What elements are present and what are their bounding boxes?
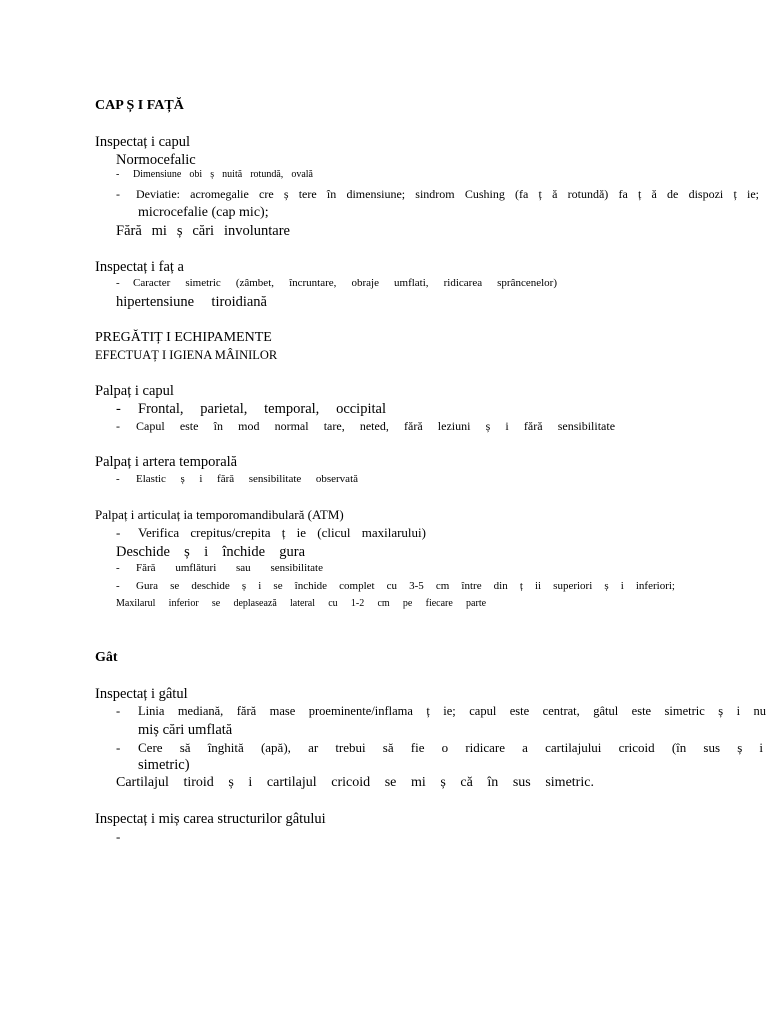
subsection-heading-inspect-neck-structures: Inspectaț i miș carea structurilor gâtului bbox=[95, 811, 326, 827]
subsection-heading-inspect-neck: Inspectaț i gâtul bbox=[95, 686, 188, 702]
item-tmj-crepitus: Verifica crepitus/crepita ț ie (clicul maxilarului) bbox=[138, 525, 426, 540]
bullet-dash: - bbox=[116, 473, 120, 485]
instruction-prepare-equipment: PREGĂTIȚ I ECHIPAMENTE bbox=[95, 330, 272, 345]
section-title-head-face: CAP Ș I FAȚĂ bbox=[95, 98, 184, 113]
item-skull-regions: Frontal, parietal, temporal, occipital bbox=[138, 401, 386, 417]
item-continuation-movements: miș cări umflată bbox=[138, 722, 233, 738]
item-face-symmetry: Caracter simetric (zâmbet, încruntare, obraje umflati, ridicarea sprâncenelor) bbox=[133, 277, 558, 289]
bullet-dash: - bbox=[116, 401, 121, 417]
subsection-heading-palpate-tmj: Palpaț i articulaț ia temporomandibulară (ATM) bbox=[95, 507, 344, 522]
finding-normocephalic: Normocefalic bbox=[116, 152, 196, 168]
note-hypertension-thyroid: hipertensiune tiroidiană bbox=[116, 294, 267, 310]
item-mouth-opening: Gura se deschide ș i se închide complet cu 3-5 cm între din ț ii superiori ș i inferiori; bbox=[136, 580, 675, 592]
item-head-deviation: Deviatie: acromegalie cre ș tere în dimensiune; sindrom Cushing (fa ț ă rotundă) fa ț ă de dispozi ț ie; bbox=[136, 187, 759, 201]
bullet-dash: - bbox=[116, 580, 120, 592]
item-head-size: Dimensiune obi ș nuită rotundă, ovală bbox=[133, 169, 313, 180]
section-title-neck: Gât bbox=[95, 650, 118, 665]
item-skull-normal: Capul este în mod normal tare, neted, fără leziuni ș i fără sensibilitate bbox=[136, 419, 616, 433]
bullet-dash: - bbox=[116, 277, 120, 289]
item-continuation-symmetric: simetric) bbox=[138, 757, 190, 773]
bullet-dash: - bbox=[116, 829, 121, 844]
item-continuation-microcephaly: microcefalie (cap mic); bbox=[138, 205, 269, 220]
bullet-dash: - bbox=[116, 169, 120, 180]
subsection-heading-palpate-head: Palpaț i capul bbox=[95, 383, 174, 399]
subsection-heading-inspect-face: Inspectaț i faț a bbox=[95, 259, 184, 275]
item-no-swelling: Fără umflături sau sensibilitate bbox=[136, 562, 323, 574]
subsection-heading-inspect-head: Inspectaț i capul bbox=[95, 134, 191, 150]
note-jaw-lateral-movement: Maxilarul inferior se deplasează lateral cu 1-2 cm pe fiecare parte bbox=[116, 598, 487, 609]
bullet-dash: - bbox=[116, 740, 121, 755]
item-artery-elastic: Elastic ș i fără sensibilitate observată bbox=[136, 473, 359, 485]
bullet-dash: - bbox=[116, 704, 121, 718]
step-open-close-mouth: Deschide ș i închide gura bbox=[116, 544, 306, 560]
bullet-dash: - bbox=[116, 187, 120, 201]
bullet-dash: - bbox=[116, 525, 121, 540]
bullet-dash: - bbox=[116, 562, 120, 574]
finding-cartilage-movement: Cartilajul tiroid ș i cartilajul cricoid se mi ș că în sus simetric. bbox=[116, 775, 594, 790]
item-swallow: Cere să înghită (apă), ar trebui să fie o ridicare a cartilajului cricoid (în sus ș i bbox=[138, 740, 764, 755]
finding-no-involuntary-movements: Fără mi ș cări involuntare bbox=[116, 223, 290, 239]
item-neck-midline: Linia mediană, fără mase proeminente/inflama ț ie; capul este centrat, gâtul este simetric ș i nu bbox=[138, 704, 767, 718]
bullet-dash: - bbox=[116, 419, 120, 433]
subsection-heading-palpate-temporal-artery: Palpaț i artera temporală bbox=[95, 454, 238, 470]
instruction-hand-hygiene: EFECTUAȚ I IGIENA MÂINILOR bbox=[95, 348, 278, 362]
